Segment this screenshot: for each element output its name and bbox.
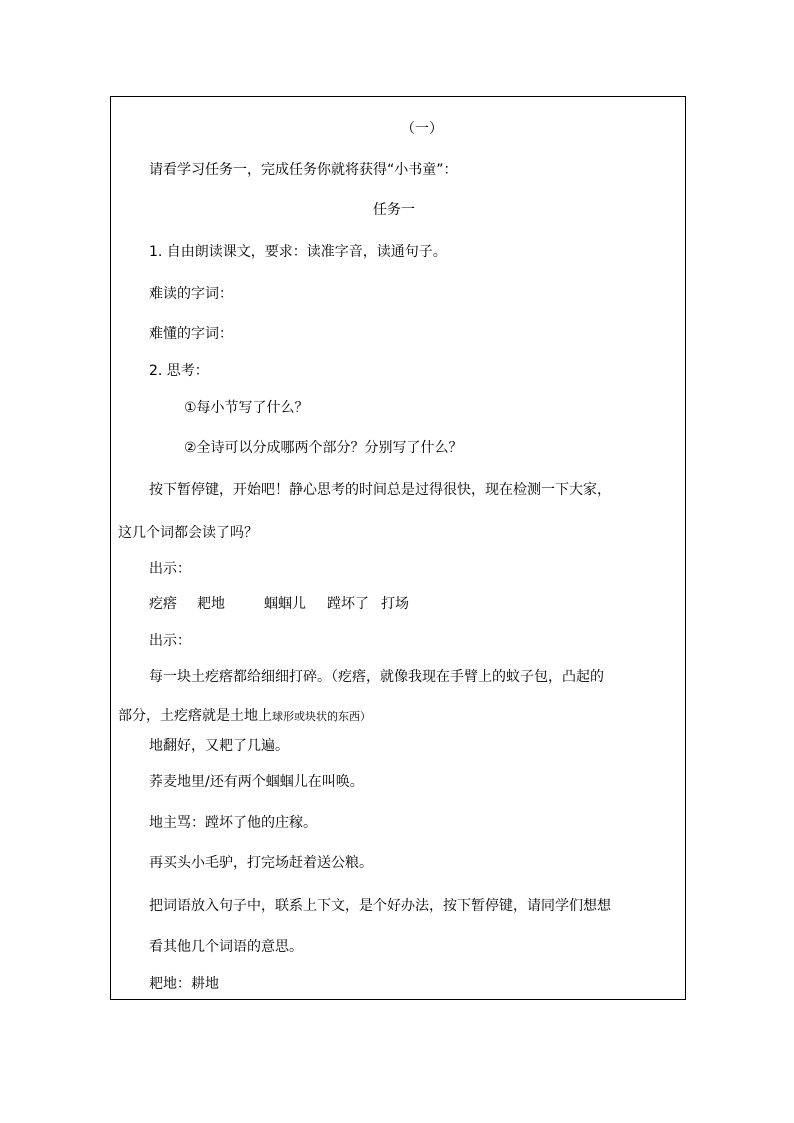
task-item-1: 1. 自由朗读课文，要求：读准字音，读通句子。 (149, 244, 447, 260)
paragraph-1-line-2: 这几个词都会读了吗？ (118, 525, 258, 541)
vocab-word: 蝈蝈儿 (264, 596, 306, 612)
section-number: （一） (401, 121, 443, 137)
vocab-word: 打场 (381, 596, 409, 612)
show-label-2: 出示： (149, 633, 191, 649)
show-label-1: 出示： (149, 561, 191, 577)
paragraph-2-line-2: 看其他几个词语的意思。 (149, 939, 303, 955)
sentence-1-line-1: 每一块土疙瘩都给细细打碎。（疙瘩，就像我现在手臂上的蚊子包，凸起的 (149, 669, 604, 685)
vocab-word: 蹚坏了 (327, 596, 369, 612)
task-title: 任务一 (373, 202, 415, 218)
sentence-4: 地主骂：蹚坏了他的庄稼。 (149, 815, 317, 831)
intro-text: 请看学习任务一，完成任务你就将获得“小书童”： (149, 162, 458, 178)
task-item-2: 2. 思考： (149, 363, 209, 379)
question-1: ①每小节写了什么？ (184, 400, 309, 416)
sentence-3: 荞麦地里/还有两个蝈蝈儿在叫唤。 (149, 774, 364, 790)
paragraph-2-line-1: 把词语放入句子中，联系上下文，是个好办法，按下暂停键，请同学们想想 (149, 898, 611, 914)
sentence-1-line-2-small: 球形或块状的东西） (272, 710, 371, 723)
sentence-2: 地翻好，又耙了几遍。 (149, 738, 289, 754)
hard-to-read-label: 难读的字词： (149, 286, 233, 302)
definition-line: 耙地：耕地 (149, 976, 219, 992)
vocab-word: 疙瘩 (149, 596, 177, 612)
paragraph-1-line-1: 按下暂停键，开始吧！静心思考的时间总是过得很快，现在检测一下大家， (149, 482, 611, 498)
vocab-word: 耙地 (197, 596, 225, 612)
sentence-1-line-2 (118, 707, 371, 726)
sentence-1-line-2-main: 部分，土疙瘩就是土地上 (118, 708, 272, 724)
sentence-5: 再买头小毛驴，打完场赶着送公粮。 (149, 855, 373, 871)
hard-to-understand-label: 难懂的字词： (149, 326, 233, 342)
question-2: ②全诗可以分成哪两个部分？分别写了什么？ (184, 440, 463, 456)
